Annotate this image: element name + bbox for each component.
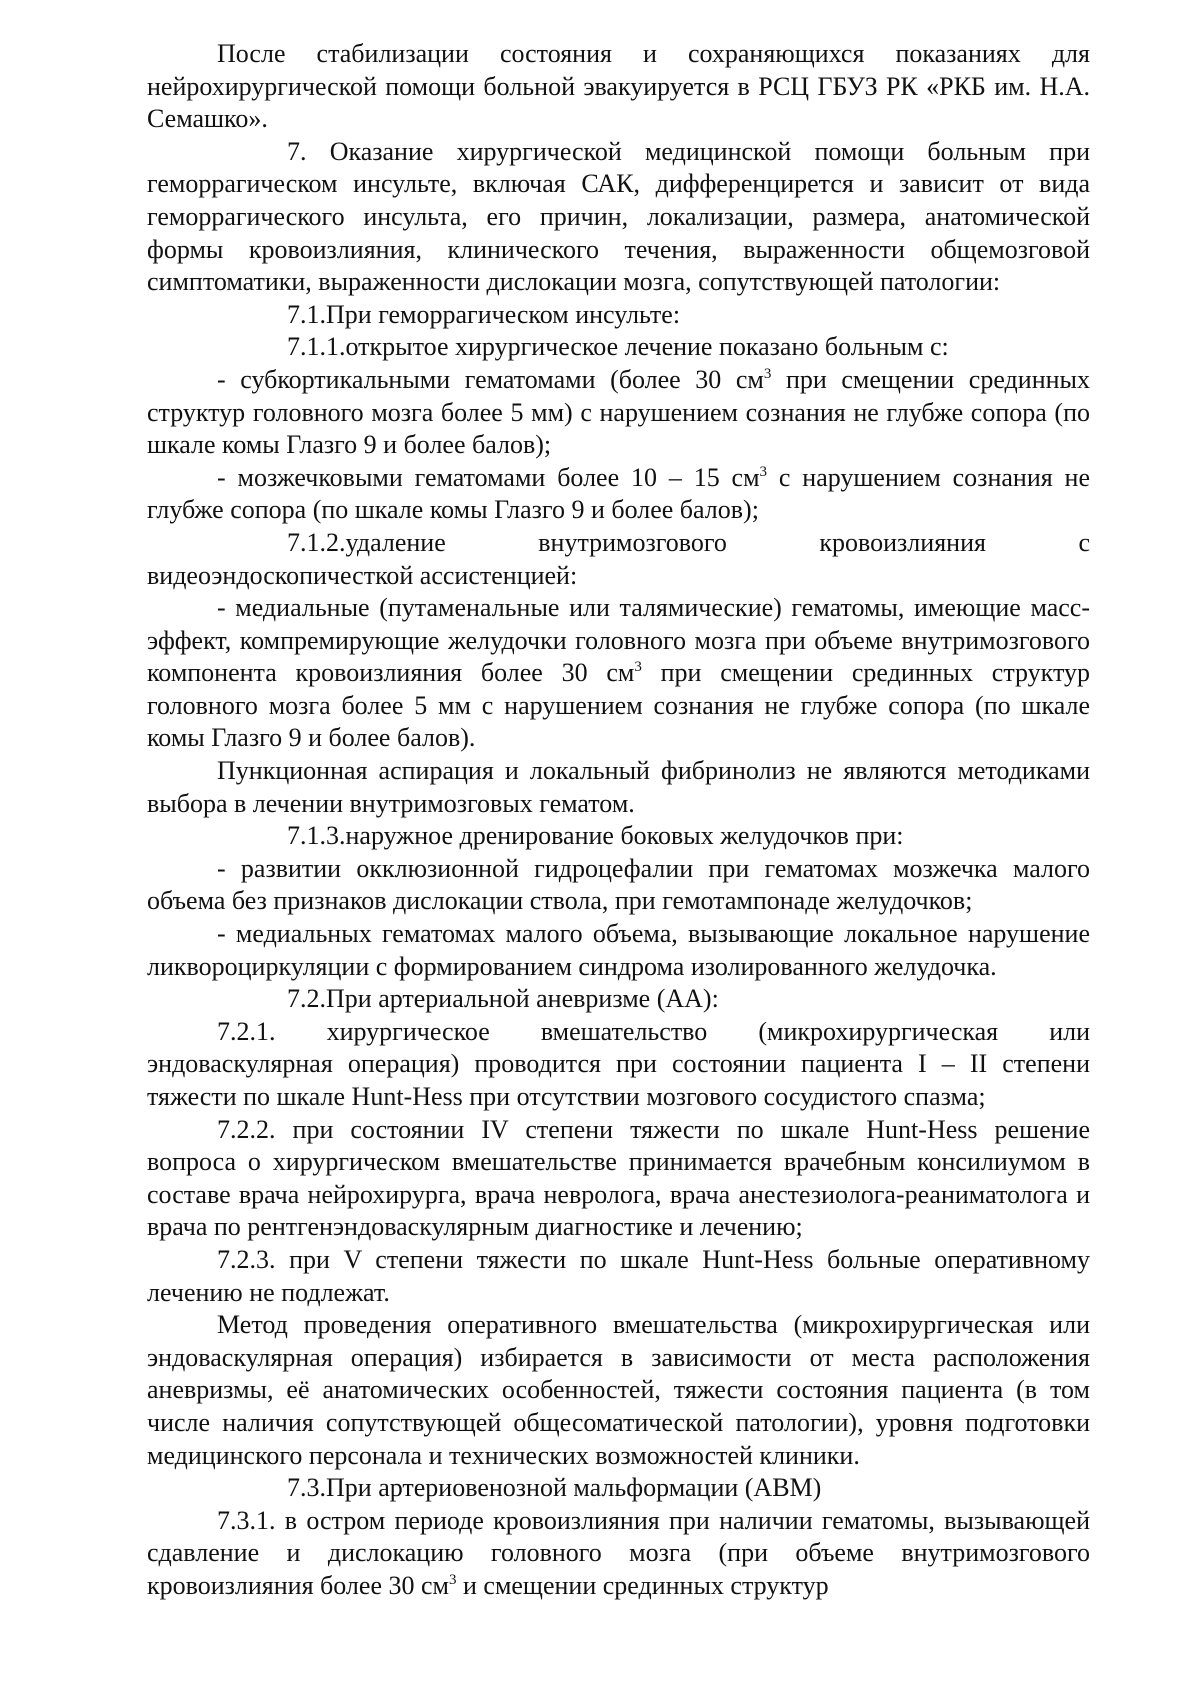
paragraph-text: наружное дренирование боковых желудочков при: (345, 821, 904, 851)
paragraph-text-continued: с нарушением сознания не глубже сопора (по шкале комы Глазго 9 и более балов); (147, 462, 1090, 525)
paragraph-text-continued: при смещении срединных структур головного мозга более 5 мм с нарушением сознания не глубже сопора (по шкале комы Глазго 9 и более балов). (147, 658, 1090, 753)
paragraph-method: Метод проведения оперативного вмешательства (микрохирургическая или эндоваскулярная операция) избирается в зависимости от места расположения аневризмы, её анатомических особенностей, тяжести состояния пациента (в том числе наличия сопутствующей общесоматической патологии), уровня подготовки медицинского персонала и технических возможностей клиники. (147, 1310, 1090, 1470)
paragraph-section-7-2-1 (147, 1016, 1090, 1114)
paragraph-text-continued: при смещении срединных структур головного мозга более 5 мм) с нарушением сознания не глубже сопора (по шкале комы Глазго 9 и более балов); (147, 364, 1090, 460)
paragraph-evacuation: После стабилизации состояния и сохраняющихся показаниях для нейрохирургической помощи больной эвакуируется в РСЦ ГБУЗ РК «РКБ им. Н.А. Семашко». (147, 39, 1090, 134)
superscript-cube: 3 (759, 463, 768, 480)
paragraph-section-7-1-2 (147, 527, 1090, 592)
paragraph-cerebellar (147, 462, 1090, 527)
document-body (147, 38, 1090, 1603)
section-number: 7.1.3. (287, 821, 346, 851)
superscript-cube: 3 (763, 365, 772, 382)
paragraph-section-7 (147, 136, 1090, 299)
section-number: 7.2.2. (217, 1114, 276, 1144)
section-number: 7. (287, 136, 307, 166)
paragraph-section-7-2 (147, 983, 1090, 1016)
section-number: 7.1.1. (287, 332, 346, 362)
paragraph-puncture: Пункционная аспирация и локальный фибринолиз не являются методиками выбора в лечении внутримозговых гематом. (147, 756, 1090, 818)
paragraph-text: при V степени тяжести по шкале Hunt-Hess больные оперативному лечению не подлежат. (147, 1244, 1090, 1307)
paragraph-section-7-2-2 (147, 1114, 1090, 1244)
paragraph-medial-small: - медиальных гематомах малого объема, вызывающие локальное нарушение ликвороциркуляции с формированием синдрома изолированного желудочка. (147, 919, 1090, 981)
paragraph-text: хирургическое вмешательство (микрохирургическая или эндоваскулярная операция) проводится при состоянии пациента I – II степени тяжести по шкале Hunt-Hess при отсутствии мозгового сосудистого спазма; (147, 1016, 1090, 1111)
section-number: 7.2. (287, 984, 326, 1014)
paragraph-occlusive: - развитии окклюзионной гидроцефалии при гематомах мозжечка малого объема без признаков дислокации ствола, при гемотампонаде желудочков; (147, 853, 1090, 916)
paragraph-section-7-1 (147, 299, 1090, 332)
section-number: 7.2.3. (217, 1244, 276, 1274)
paragraph-text-continued: и смещении срединных структур (456, 1570, 829, 1600)
paragraph-section-7-2-3 (147, 1244, 1090, 1309)
paragraph-section-7-1-3 (147, 820, 1090, 853)
paragraph-section-7-1-1 (147, 331, 1090, 364)
paragraph-text: - мозжечковыми гематомами более 10 – 15 см (217, 462, 760, 492)
paragraph-subcortical (147, 364, 1090, 462)
paragraph-text: удаление внутримозгового кровоизлияния с видеоэндоскопичесткой ассистенцией: (147, 527, 1090, 590)
paragraph-section-7-3 (147, 1472, 1090, 1505)
superscript-cube: 3 (448, 1571, 457, 1588)
paragraph-text: При геморрагическом инсульте: (326, 299, 681, 329)
section-number: 7.2.1. (217, 1016, 276, 1046)
paragraph-text: в остром периоде кровоизлияния при наличии гематомы, вызывающей сдавление и дислокацию головного мозга (при объеме внутримозгового кровоизлияния более 30 см (147, 1505, 1090, 1600)
section-number: 7.1. (287, 299, 326, 329)
paragraph-text: Оказание хирургической медицинской помощи больным при геморрагическом инсульте, включая САК, дифференцирется и зависит от вида геморрагического инсульта, его причин, локализации, размера, анатомической формы кровоизлияния, клинического течения, выраженности общемозговой симптоматики, выраженности дислокации мозга, сопутствующей патологии: (147, 136, 1091, 297)
paragraph-text: - субкортикальными гематомами (более 30 см (217, 364, 764, 394)
section-number: 7.1.2. (287, 527, 346, 557)
paragraph-text: - медиальные (путаменальные или талямические) гематомы, имеющие масс-эффект, компремирующие желудочки головного мозга при объеме внутримозгового компонента кровоизлияния более 30 см (147, 593, 1090, 688)
paragraph-medial (147, 592, 1090, 755)
section-number: 7.3. (287, 1473, 326, 1503)
section-number: 7.3.1. (217, 1505, 276, 1535)
paragraph-text: При артериальной аневризме (АА): (326, 984, 719, 1014)
paragraph-text: При артериовенозной мальформации (АВМ) (326, 1473, 822, 1503)
paragraph-section-7-3-1 (147, 1505, 1090, 1603)
superscript-cube: 3 (634, 659, 642, 676)
paragraph-text: при состоянии IV степени тяжести по шкале Hunt-Hess решение вопроса о хирургическом вмешательстве принимается врачебным консилиумом в составе врача нейрохирурга, врача невролога, врача анестезиолога-реаниматолога и врача по рентгенэндоваскулярным диагностике и лечению; (147, 1114, 1090, 1242)
paragraph-text: открытое хирургическое лечение показано больным с: (345, 332, 949, 362)
